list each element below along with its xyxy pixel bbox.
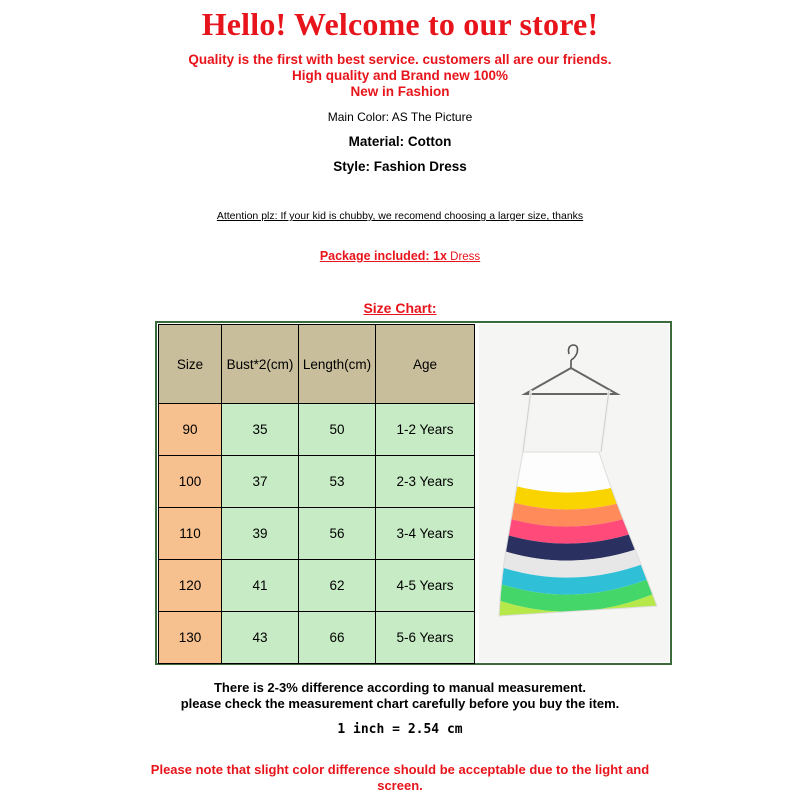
length-cell: 56 bbox=[299, 508, 376, 560]
table-row bbox=[159, 404, 475, 456]
bust-cell: 43 bbox=[222, 612, 299, 664]
bust-cell: 41 bbox=[222, 560, 299, 612]
header-bust: Bust*2(cm) bbox=[222, 325, 299, 404]
age-cell: 1-2 Years bbox=[376, 404, 475, 456]
package-included bbox=[0, 249, 800, 263]
store-title: Hello! Welcome to our store! bbox=[201, 6, 599, 42]
size-cell: 120 bbox=[159, 560, 222, 612]
size-table bbox=[158, 324, 475, 664]
store-intro bbox=[0, 52, 800, 100]
age-cell: 4-5 Years bbox=[376, 560, 475, 612]
header-length: Length(cm) bbox=[299, 325, 376, 404]
color-difference-note bbox=[0, 762, 800, 794]
measurement-note-line2: please check the measurement chart carefully before you buy the item. bbox=[180, 696, 620, 711]
size-chart-title: Size Chart: bbox=[363, 300, 437, 316]
main-color-spec: Main Color: AS The Picture bbox=[327, 110, 473, 124]
table-row bbox=[159, 560, 475, 612]
bust-cell: 37 bbox=[222, 456, 299, 508]
table-row bbox=[159, 456, 475, 508]
rainbow-dress-image bbox=[479, 324, 669, 662]
age-cell: 2-3 Years bbox=[376, 456, 475, 508]
dress-photo bbox=[479, 324, 669, 662]
attention-note: Attention plz: If your kid is chubby, we recomend choosing a larger size, thanks bbox=[216, 210, 584, 222]
measurement-note bbox=[0, 680, 800, 712]
intro-line-quality: Quality is the first with best service. customers all are our friends. bbox=[188, 52, 612, 67]
size-cell: 100 bbox=[159, 456, 222, 508]
age-cell: 5-6 Years bbox=[376, 612, 475, 664]
bust-cell: 35 bbox=[222, 404, 299, 456]
hanger-icon bbox=[525, 345, 617, 394]
bust-cell: 39 bbox=[222, 508, 299, 560]
material-spec: Material: Cotton bbox=[348, 134, 452, 149]
size-cell: 130 bbox=[159, 612, 222, 664]
table-header-row bbox=[159, 325, 475, 404]
inch-conversion: 1 inch = 2.54 cm bbox=[337, 722, 463, 737]
header-age: Age bbox=[376, 325, 475, 404]
length-cell: 53 bbox=[299, 456, 376, 508]
length-cell: 66 bbox=[299, 612, 376, 664]
length-cell: 50 bbox=[299, 404, 376, 456]
intro-line-fashion: New in Fashion bbox=[350, 84, 450, 99]
color-note-line1: Please note that slight color difference should be acceptable due to the light and bbox=[150, 762, 650, 777]
length-cell: 62 bbox=[299, 560, 376, 612]
table-row bbox=[159, 612, 475, 664]
style-spec: Style: Fashion Dress bbox=[333, 159, 467, 174]
age-cell: 3-4 Years bbox=[376, 508, 475, 560]
package-item: Dress bbox=[446, 251, 481, 263]
color-note-line2: screen. bbox=[377, 778, 423, 793]
size-cell: 90 bbox=[159, 404, 222, 456]
dress-stripes bbox=[479, 444, 669, 629]
header-size: Size bbox=[159, 325, 222, 404]
table-row bbox=[159, 508, 475, 560]
package-label: Package included: 1x bbox=[319, 249, 447, 263]
measurement-note-line1: There is 2-3% difference according to manual measurement. bbox=[213, 680, 587, 695]
size-chart bbox=[155, 321, 672, 665]
intro-line-brand-new: High quality and Brand new 100% bbox=[291, 68, 509, 83]
size-cell: 110 bbox=[159, 508, 222, 560]
